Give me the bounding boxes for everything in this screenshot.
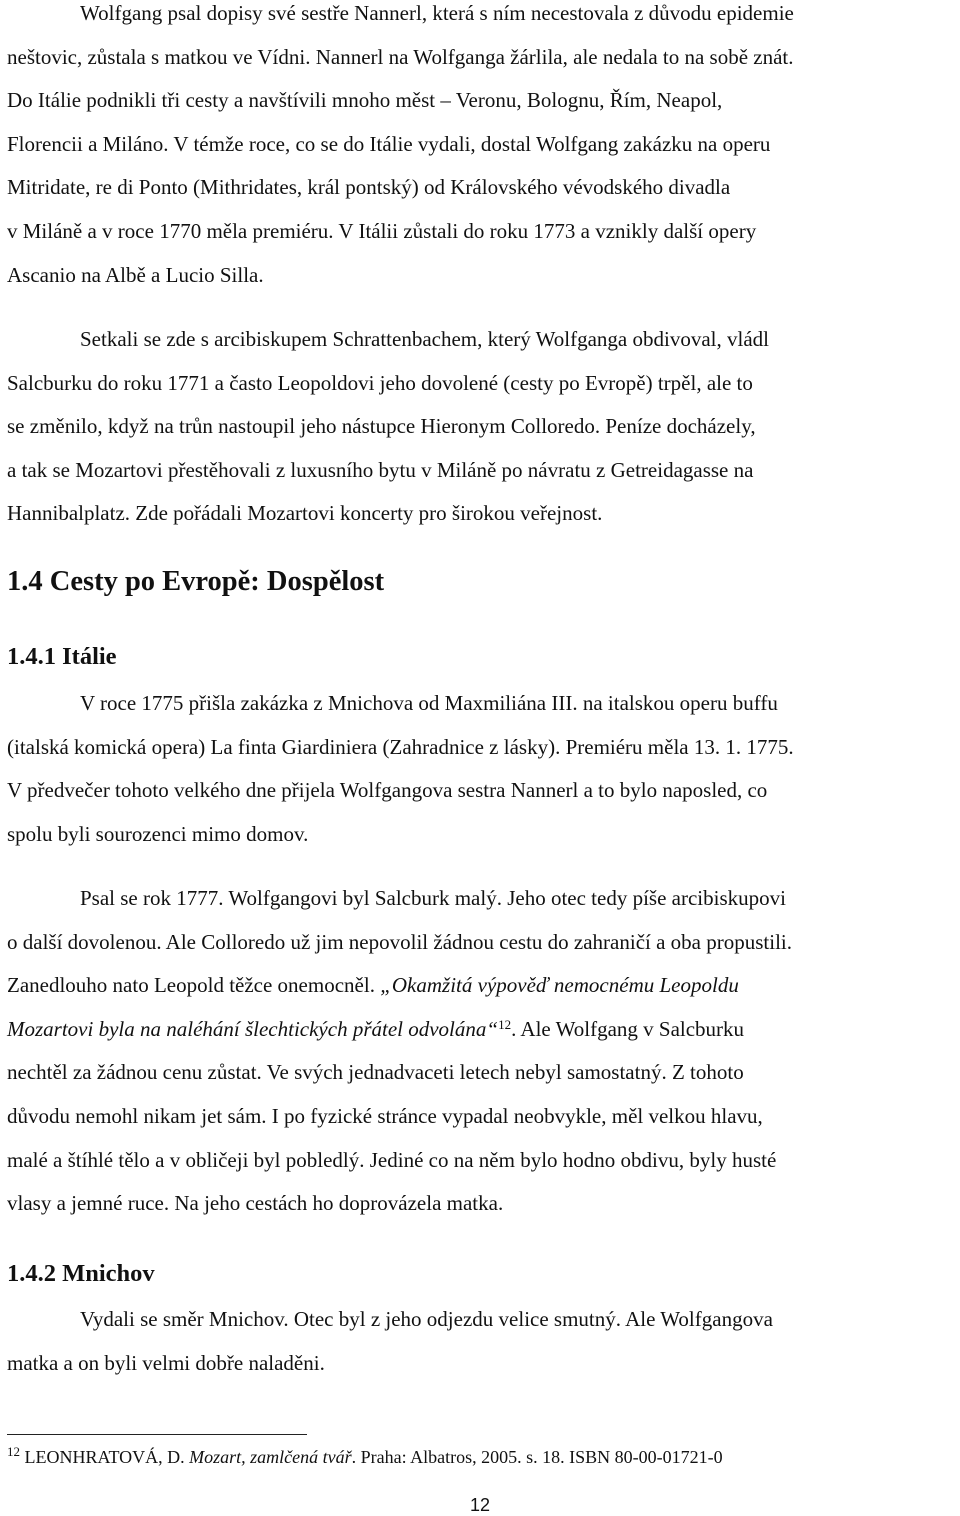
paragraph: [7, 0, 957, 297]
text-line: matka a on byli velmi dobře naladěni.: [7, 1350, 325, 1375]
subsection-heading: 1.4.2 Mnichov: [7, 1260, 155, 1287]
text-line: Mitridate, re di Ponto (Mithridates, král pontský) od Královského vévodského divadla: [7, 175, 731, 200]
quotation: Mozartovi byla na naléhání šlechtických přátel odvolána: [7, 1016, 487, 1041]
footnote-details: . Praha: Albatros, 2005. s. 18. ISBN 80-00-01721-0: [351, 1447, 723, 1467]
section-heading: 1.4 Cesty po Evropě: Dospělost: [7, 566, 385, 597]
closing-quote-mark: “: [486, 1016, 499, 1041]
paragraph: [7, 682, 957, 856]
text-line: spolu byli sourozenci mimo domov.: [7, 821, 309, 846]
text-line: Hannibalplatz. Zde pořádali Mozartovi koncerty pro širokou veřejnost.: [7, 501, 603, 526]
text-line: důvodu nemohl nikam jet sám. I po fyzické stránce vypadal neobvykle, měl velkou hlavu,: [7, 1103, 763, 1128]
text-line: Vydali se směr Mnichov. Otec byl z jeho odjezdu velice smutný. Ale Wolfgangova: [80, 1307, 773, 1331]
footnote-number: 12: [7, 1444, 20, 1459]
text-line: [7, 1008, 957, 1052]
text-segment: Zanedlouho nato Leopold těžce onemocněl.: [7, 973, 381, 998]
text-line: se změnilo, když na trůn nastoupil jeho nástupce Hieronym Colloredo. Peníze docházely,: [7, 414, 756, 439]
text-line: Salcburku do roku 1771 a často Leopoldovi jeho dovolené (cesty po Evropě) trpěl, ale to: [7, 370, 753, 395]
text-line: Do Itálie podnikli tři cesty a navštívili mnoho měst – Veronu, Bolognu, Řím, Neapol,: [7, 88, 723, 113]
text-line: Wolfgang psal dopisy své sestře Nannerl, která s ním necestovala z důvodu epidemie: [80, 1, 794, 25]
text-line: a tak se Mozartovi přestěhovali z luxusního bytu v Miláně po návratu z Getreidagasse na: [7, 457, 754, 482]
text-line: [7, 964, 957, 1008]
footnote-reference[interactable]: 12: [498, 1016, 512, 1032]
text-line: (italská komická opera) La finta Giardiniera (Zahradnice z lásky). Premiéru měla 13. 1. 1775.: [7, 734, 794, 759]
text-line: Psal se rok 1777. Wolfgangovi byl Salcburk malý. Jeho otec tedy píše arcibiskupovi: [80, 886, 786, 910]
text-line: nechtěl za žádnou cenu zůstat. Ve svých jednadvaceti letech nebyl samostatný. Z tohoto: [7, 1060, 744, 1085]
text-line: v Miláně a v roce 1770 měla premiéru. V Itálii zůstali do roku 1773 a vznikly další opery: [7, 218, 757, 243]
text-line: V roce 1775 přišla zakázka z Mnichova od Maxmiliána III. na italskou operu buffu: [80, 691, 778, 715]
text-line: Florencii a Miláno. V témže roce, co se do Itálie vydali, dostal Wolfgang zakázku na operu: [7, 131, 771, 156]
paragraph: [7, 877, 957, 1226]
quotation: „Okamžitá výpověď nemocnému Leopoldu: [380, 973, 739, 998]
text-line: Ascanio na Albě a Lucio Silla.: [7, 262, 264, 287]
footnote-title: Mozart, zamlčená tvář: [189, 1447, 352, 1467]
paragraph: [7, 318, 957, 536]
text-line: malé a štíhlé tělo a v obličeji byl pobledlý. Jediné co na něm bylo hodno obdivu, byly husté: [7, 1147, 777, 1172]
footnote-separator: [7, 1434, 307, 1435]
footnote-author: LEONHRATOVÁ, D.: [20, 1447, 190, 1467]
text-segment: . Ale Wolfgang v Salcburku: [511, 1016, 745, 1041]
text-line: Setkali se zde s arcibiskupem Schrattenbachem, který Wolfganga obdivoval, vládl: [80, 327, 769, 351]
text-line: V předvečer tohoto velkého dne přijela Wolfgangova sestra Nannerl a to bylo naposled, co: [7, 778, 768, 803]
text-line: o další dovolenou. Ale Colloredo už jim nepovolil žádnou cestu do zahraničí a oba propustili.: [7, 929, 792, 954]
subsection-heading: 1.4.1 Itálie: [7, 643, 117, 670]
page-number: 12: [469, 1495, 491, 1515]
text-line: neštovic, zůstala s matkou ve Vídni. Nannerl na Wolfganga žárlila, ale nedala to na sobě znát.: [7, 44, 794, 69]
paragraph: [7, 1298, 957, 1385]
footnote: [7, 1445, 723, 1469]
text-line: vlasy a jemné ruce. Na jeho cestách ho doprovázela matka.: [7, 1191, 504, 1216]
